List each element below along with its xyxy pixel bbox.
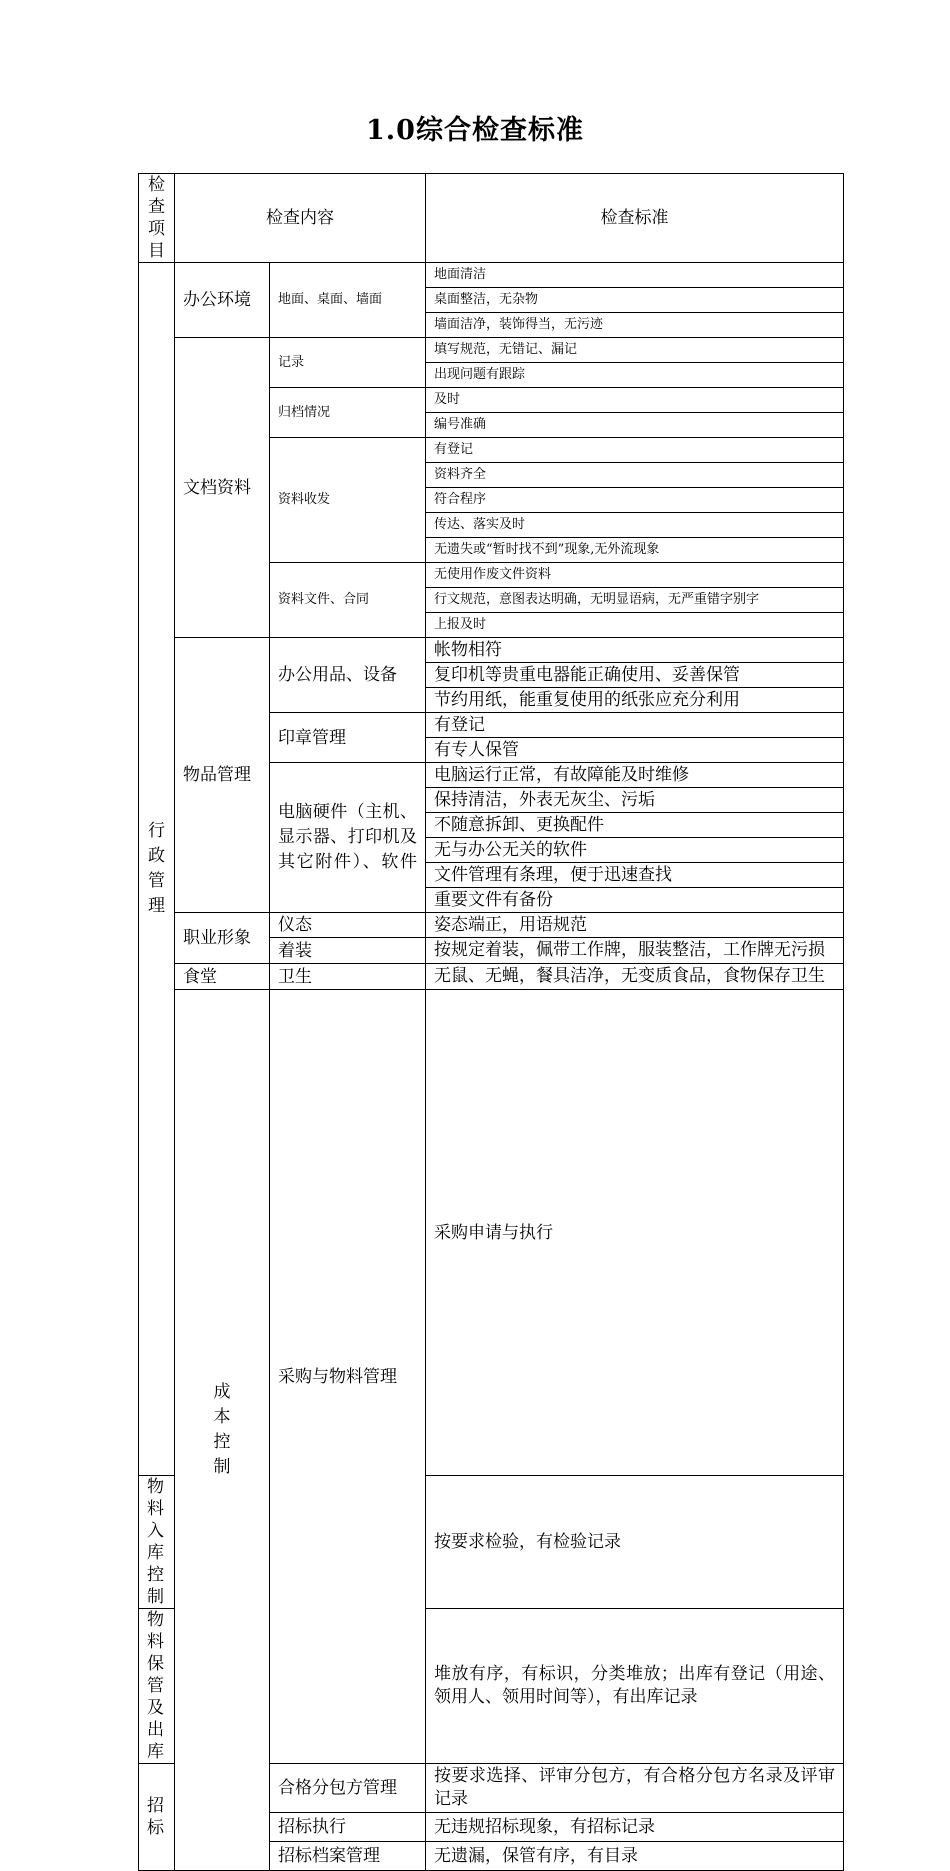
table-row <box>139 263 844 288</box>
standard-cell: 及时 <box>426 388 844 413</box>
standard-cell: 按要求选择、评审分包方，有合格分包方名录及评审记录 <box>426 1764 844 1813</box>
group-cell: 物品管理 <box>175 638 270 913</box>
standard-cell: 复印机等贵重电器能正确使用、妥善保管 <box>426 663 844 688</box>
standard-cell: 地面清洁 <box>426 263 844 288</box>
standard-cell: 出现问题有跟踪 <box>426 363 844 388</box>
standard-cell: 有登记 <box>426 438 844 463</box>
content-cell: 物料入库控制 <box>139 1476 175 1609</box>
header-content: 检查内容 <box>175 174 426 263</box>
table-row <box>139 913 844 938</box>
table-row <box>139 638 844 663</box>
header-standard: 检查标准 <box>426 174 844 263</box>
content-cell: 办公用品、设备 <box>270 638 426 713</box>
standard-cell: 姿态端正，用语规范 <box>426 913 844 938</box>
header-item: 检查项目 <box>139 174 175 263</box>
group-cell: 招标 <box>139 1764 175 1871</box>
standard-cell: 无与办公无关的软件 <box>426 838 844 863</box>
content-cell: 记录 <box>270 338 426 388</box>
table-header-row <box>139 174 844 263</box>
category-label: 行政管理 <box>148 821 165 916</box>
content-cell: 合格分包方管理 <box>270 1764 426 1813</box>
content-cell: 招标执行 <box>270 1813 426 1842</box>
inspection-standards-table <box>138 173 844 1871</box>
standard-cell: 无鼠、无蝇，餐具洁净，无变质食品，食物保存卫生 <box>426 964 844 990</box>
content-cell: 物料保管及出库 <box>139 1609 175 1764</box>
standard-cell: 重要文件有备份 <box>426 888 844 913</box>
standard-cell: 无违规招标现象，有招标记录 <box>426 1813 844 1842</box>
standard-cell: 节约用纸，能重复使用的纸张应充分利用 <box>426 688 844 713</box>
category-label: 成本控制 <box>213 1382 231 1477</box>
page-title: 1.0综合检查标准 <box>366 115 584 146</box>
content-cell: 归档情况 <box>270 388 426 438</box>
content-cell: 印章管理 <box>270 713 426 763</box>
standard-cell: 上报及时 <box>426 613 844 638</box>
standard-cell: 编号准确 <box>426 413 844 438</box>
category-cell <box>139 263 175 1476</box>
standard-cell: 填写规范，无错记、漏记 <box>426 338 844 363</box>
content-cell: 资料收发 <box>270 438 426 563</box>
standard-cell: 无使用作废文件资料 <box>426 563 844 588</box>
standard-cell: 文件管理有条理，便于迅速查找 <box>426 863 844 888</box>
group-cell: 文档资料 <box>175 338 270 638</box>
standard-cell: 帐物相符 <box>426 638 844 663</box>
standard-cell: 资料齐全 <box>426 463 844 488</box>
table-row <box>139 338 844 363</box>
content-cell: 采购申请与执行 <box>426 990 844 1476</box>
standard-cell: 无遗失或“暂时找不到”现象,无外流现象 <box>426 538 844 563</box>
standard-cell: 按规定着装，佩带工作牌，服装整洁，工作牌无污损 <box>426 938 844 964</box>
standard-cell: 不随意拆卸、更换配件 <box>426 813 844 838</box>
standard-cell: 墙面洁净，装饰得当，无污迹 <box>426 313 844 338</box>
standard-cell: 行文规范，意图表达明确，无明显语病，无严重错字别字 <box>426 588 844 613</box>
standard-cell: 有专人保管 <box>426 738 844 763</box>
content-cell: 地面、桌面、墙面 <box>270 263 426 338</box>
table-row <box>139 964 844 990</box>
group-cell: 办公环境 <box>175 263 270 338</box>
content-cell: 卫生 <box>270 964 426 990</box>
category-cell <box>175 990 270 1871</box>
standard-cell: 堆放有序，有标识，分类堆放；出库有登记（用途、领用人、领用时间等），有出库记录 <box>426 1609 844 1764</box>
table-row <box>139 990 844 1476</box>
content-cell: 着装 <box>270 938 426 964</box>
standard-cell: 传达、落实及时 <box>426 513 844 538</box>
content-cell: 仪态 <box>270 913 426 938</box>
standard-cell: 电脑运行正常，有故障能及时维修 <box>426 763 844 788</box>
standard-cell: 桌面整洁，无杂物 <box>426 288 844 313</box>
group-cell: 采购与物料管理 <box>270 990 426 1764</box>
standard-cell: 符合程序 <box>426 488 844 513</box>
content-cell: 招标档案管理 <box>270 1842 426 1871</box>
standard-cell: 有登记 <box>426 713 844 738</box>
standard-cell: 无遗漏，保管有序，有目录 <box>426 1842 844 1871</box>
content-cell: 电脑硬件（主机、显示器、打印机及其它附件）、软件 <box>270 763 426 913</box>
group-cell: 职业形象 <box>175 913 270 964</box>
group-cell: 食堂 <box>175 964 270 990</box>
standard-cell: 按要求检验，有检验记录 <box>426 1476 844 1609</box>
standard-cell: 保持清洁，外表无灰尘、污垢 <box>426 788 844 813</box>
content-cell: 资料文件、合同 <box>270 563 426 638</box>
